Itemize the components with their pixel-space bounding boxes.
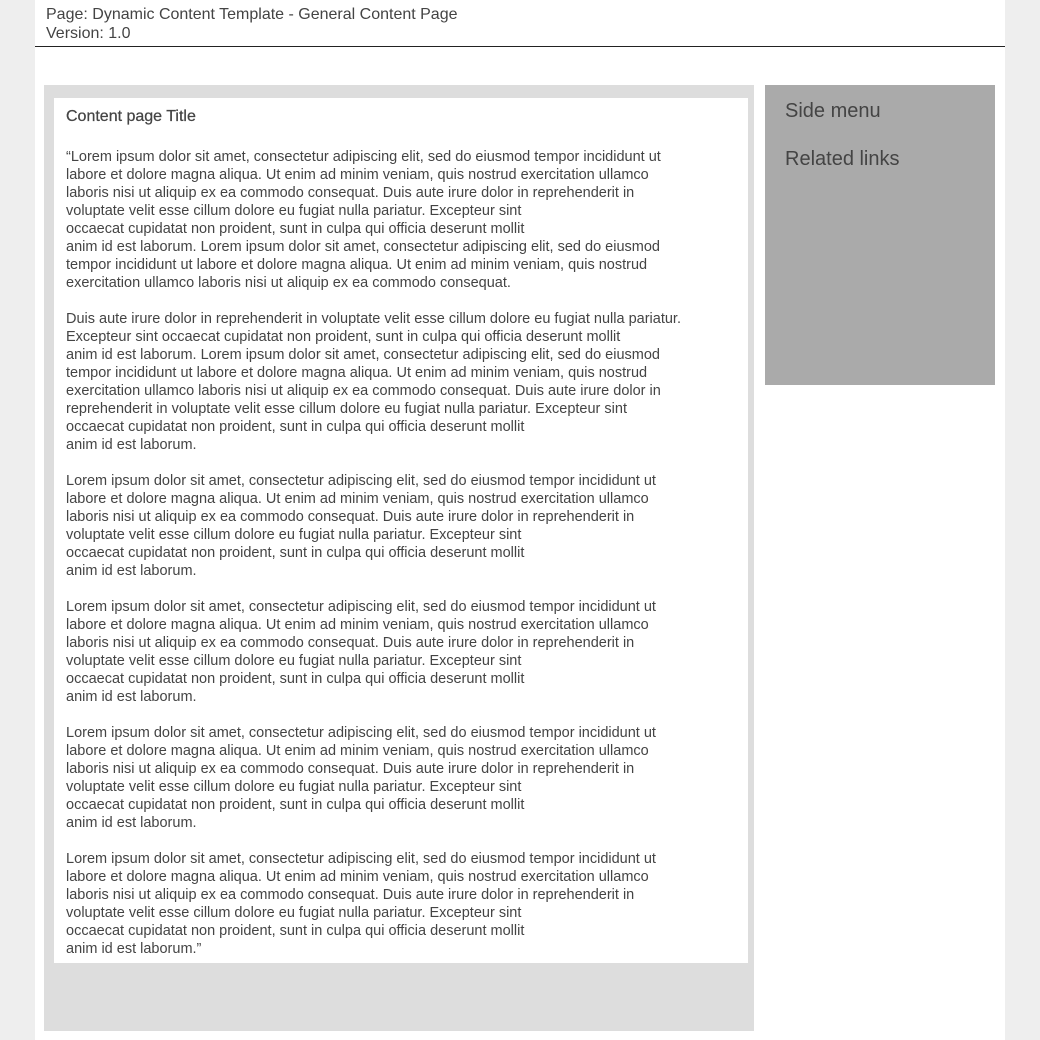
side-menu-item[interactable]: Side menu: [785, 100, 881, 122]
document-header: [46, 5, 458, 43]
version-label: Version: 1.0: [46, 25, 131, 42]
side-menu-panel: [765, 85, 995, 385]
content-paragraph: Lorem ipsum dolor sit amet, consectetur adipiscing elit, sed do eiusmod tempor incididunt ut labore et dolore magna aliqua. Ut enim ad minim veniam, quis nostrud exercitation ullamco laboris nisi ut aliquip ex ea commodo consequat. Duis aute irure dolor in reprehenderit in voluptate velit esse cillum dolore eu fugiat nulla pariatur. Excepteur sint occaecat cupidatat non proident, sunt in culpa qui officia deserunt mollit anim id est laborum.”: [66, 851, 656, 957]
content-body: [66, 148, 716, 976]
content-paragraph: Lorem ipsum dolor sit amet, consectetur adipiscing elit, sed do eiusmod tempor incididunt ut labore et dolore magna aliqua. Ut enim ad minim veniam, quis nostrud exercitation ullamco laboris nisi ut aliquip ex ea commodo consequat. Duis aute irure dolor in reprehenderit in voluptate velit esse cillum dolore eu fugiat nulla pariatur. Excepteur sint occaecat cupidatat non proident, sunt in culpa qui officia deserunt mollit anim id est laborum.: [66, 473, 656, 579]
page-label: Page: Dynamic Content Template - General Content Page: [46, 6, 458, 23]
main-content-panel: [44, 85, 754, 1031]
page-canvas: [35, 0, 1005, 1040]
header-divider: [35, 46, 1005, 47]
content-card: [54, 98, 748, 963]
content-paragraph: Lorem ipsum dolor sit amet, consectetur adipiscing elit, sed do eiusmod tempor incididunt ut labore et dolore magna aliqua. Ut enim ad minim veniam, quis nostrud exercitation ullamco laboris nisi ut aliquip ex ea commodo consequat. Duis aute irure dolor in reprehenderit in voluptate velit esse cillum dolore eu fugiat nulla pariatur. Excepteur sint occaecat cupidatat non proident, sunt in culpa qui officia deserunt mollit anim id est laborum.: [66, 725, 656, 831]
content-paragraph: “Lorem ipsum dolor sit amet, consectetur adipiscing elit, sed do eiusmod tempor incididunt ut labore et dolore magna aliqua. Ut enim ad minim veniam, quis nostrud exercitation ullamco laboris nisi ut aliquip ex ea commodo consequat. Duis aute irure dolor in reprehenderit in voluptate velit esse cillum dolore eu fugiat nulla pariatur. Excepteur sint occaecat cupidatat non proident, sunt in culpa qui officia deserunt mollit anim id est laborum. Lorem ipsum dolor sit amet, consectetur adipiscing elit, sed do eiusmod tempor incididunt ut labore et dolore magna aliqua. Ut enim ad minim veniam, quis nostrud exercitation ullamco laboris nisi ut aliquip ex ea commodo consequat.: [66, 149, 661, 291]
content-paragraph: Duis aute irure dolor in reprehenderit in voluptate velit esse cillum dolore eu fugiat nulla pariatur. Excepteur sint occaecat cupidatat non proident, sunt in culpa qui officia deserunt mollit anim id est laborum. Lorem ipsum dolor sit amet, consectetur adipiscing elit, sed do eiusmod tempor incididunt ut labore et dolore magna aliqua. Ut enim ad minim veniam, quis nostrud exercitation ullamco laboris nisi ut aliquip ex ea commodo consequat. Duis aute irure dolor in reprehenderit in voluptate velit esse cillum dolore eu fugiat nulla pariatur. Excepteur sint occaecat cupidatat non proident, sunt in culpa qui officia deserunt mollit anim id est laborum.: [66, 311, 681, 453]
content-paragraph: Lorem ipsum dolor sit amet, consectetur adipiscing elit, sed do eiusmod tempor incididunt ut labore et dolore magna aliqua. Ut enim ad minim veniam, quis nostrud exercitation ullamco laboris nisi ut aliquip ex ea commodo consequat. Duis aute irure dolor in reprehenderit in voluptate velit esse cillum dolore eu fugiat nulla pariatur. Excepteur sint occaecat cupidatat non proident, sunt in culpa qui officia deserunt mollit anim id est laborum.: [66, 599, 656, 705]
related-links-item[interactable]: Related links: [785, 148, 900, 170]
content-page-title: Content page Title: [66, 108, 196, 125]
